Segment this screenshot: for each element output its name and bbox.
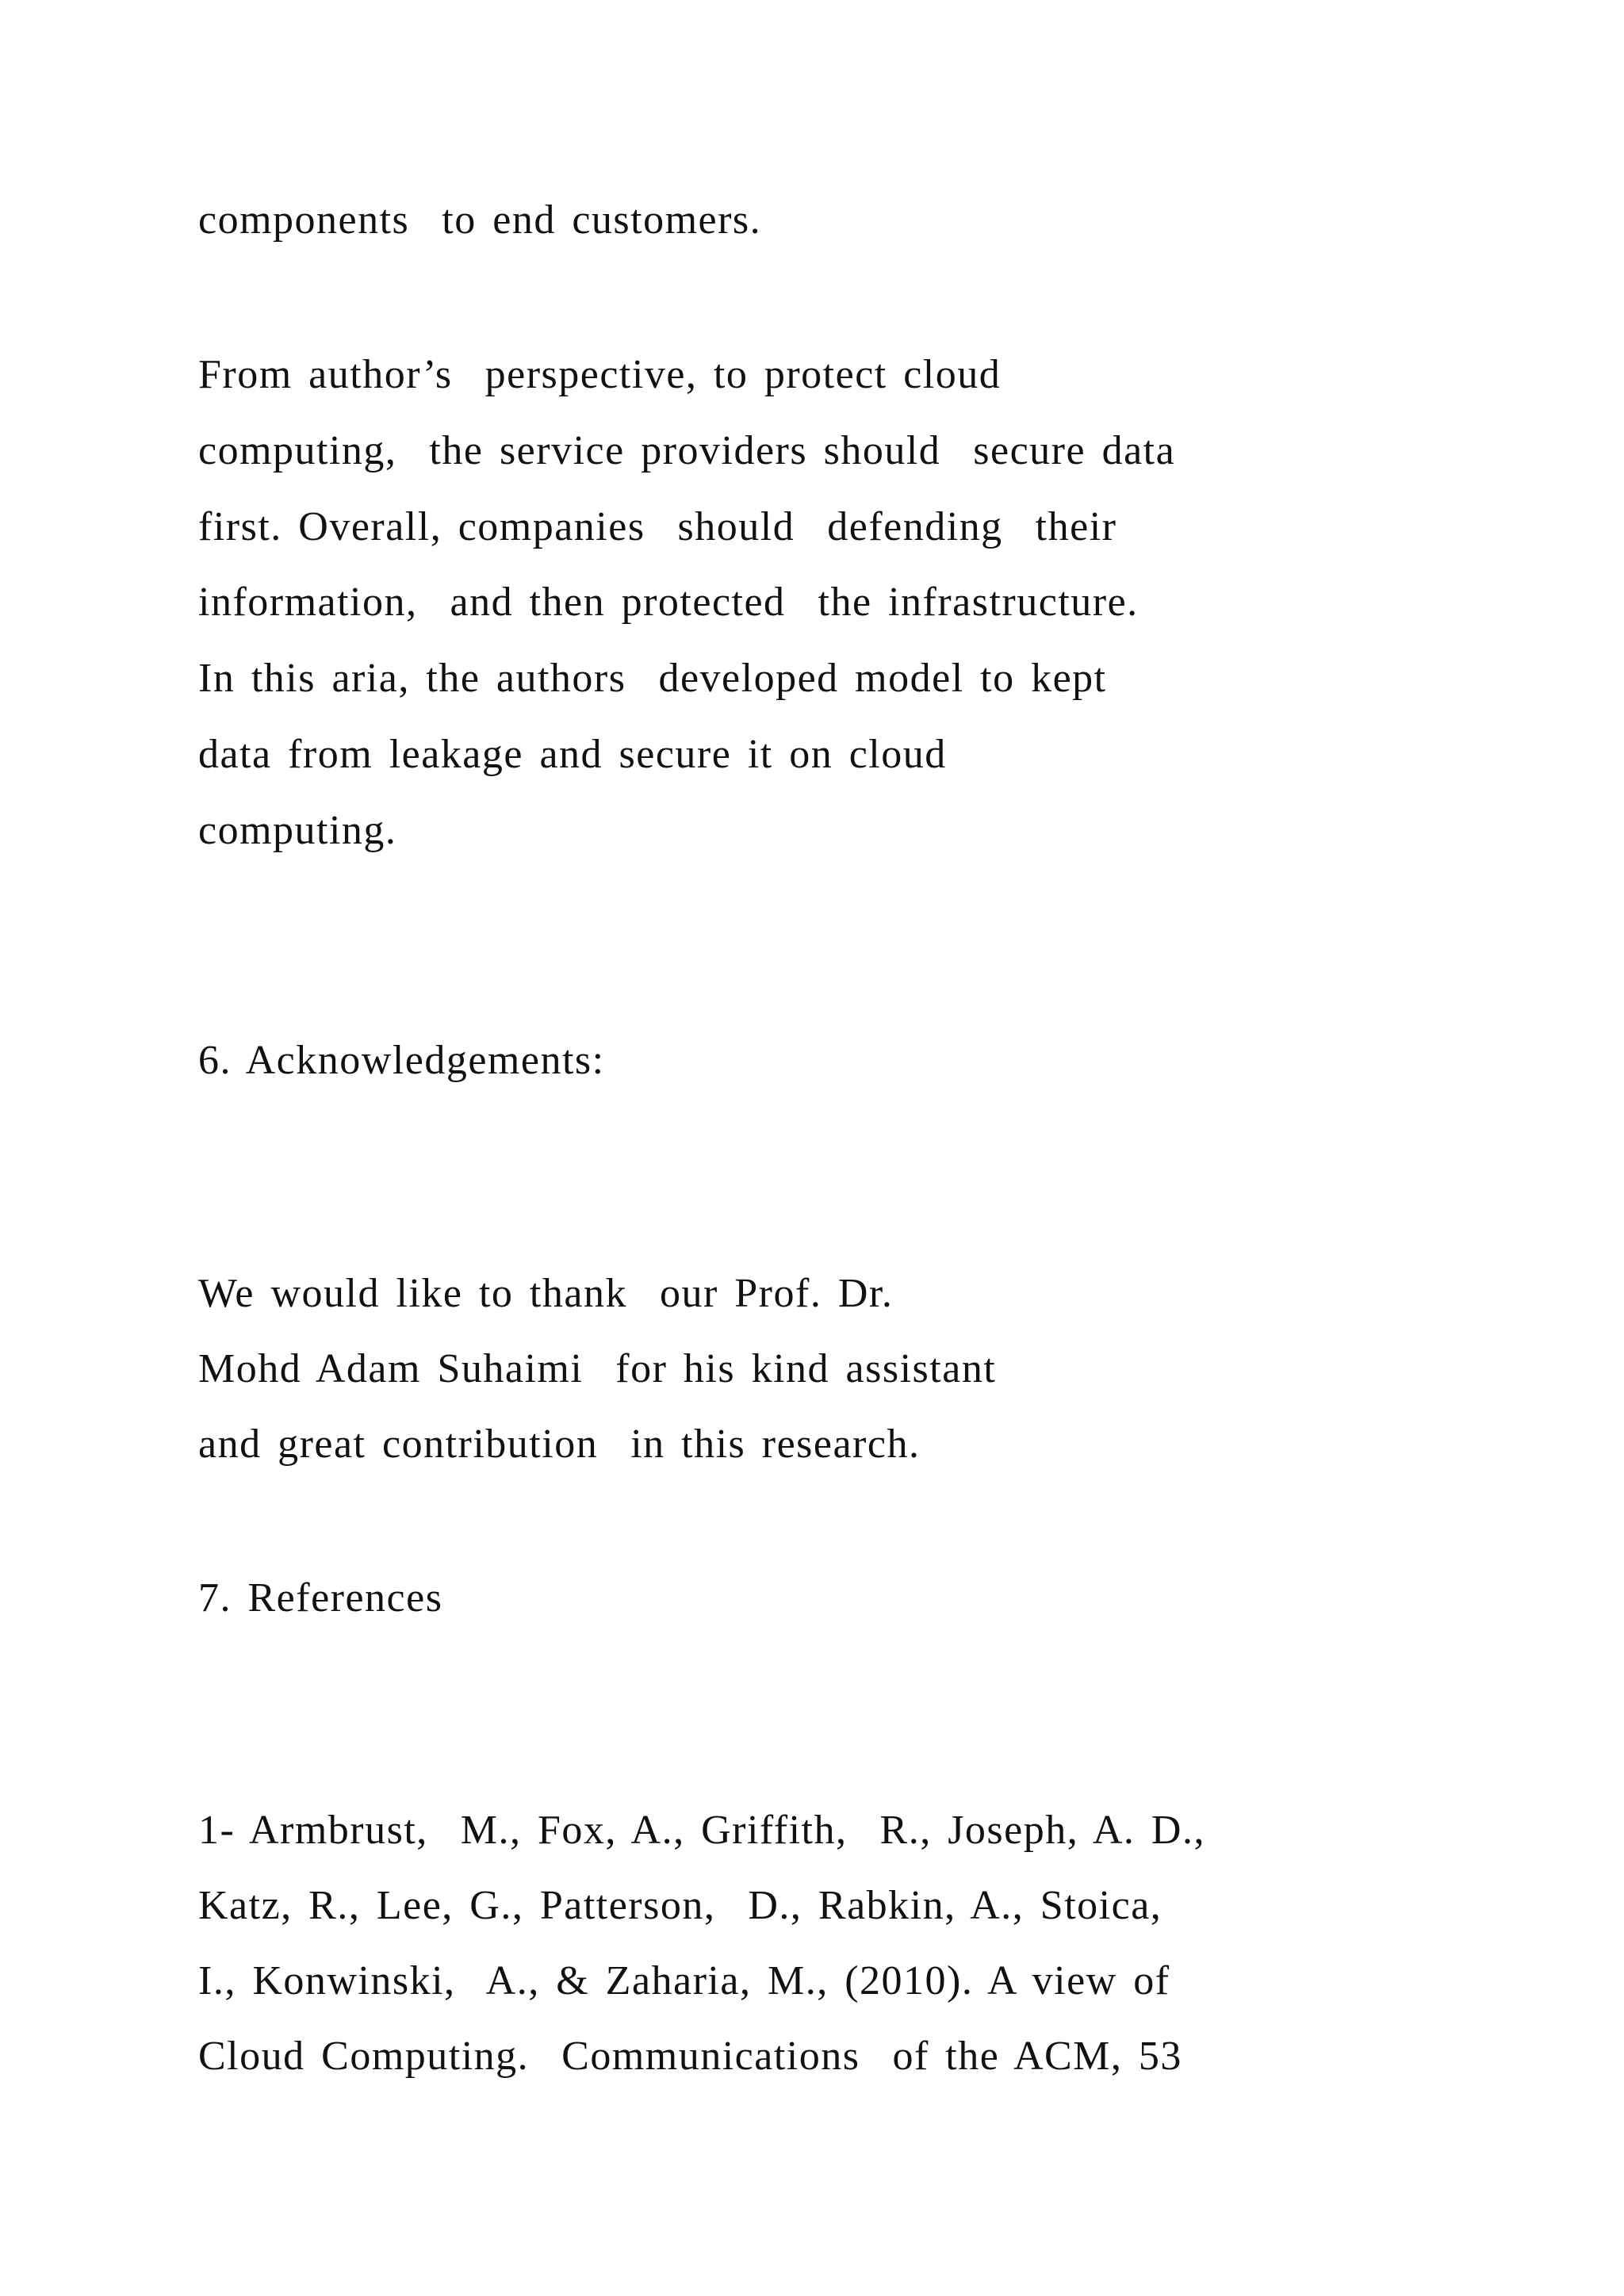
perspective-line: computing, the service providers should secure data xyxy=(198,428,1176,473)
perspective-line: From author’s perspective, to protect cloud xyxy=(198,352,1002,397)
perspective-line: data from leakage and secure it on cloud xyxy=(198,732,947,777)
acknowledgements-line: We would like to thank our Prof. Dr. xyxy=(198,1271,894,1316)
acknowledgements-line: and great contribution in this research. xyxy=(198,1422,921,1467)
reference-line: 1- Armbrust, M., Fox, A., Griffith, R., Joseph, A. D., xyxy=(198,1808,1205,1853)
acknowledgements-heading: 6. Acknowledgements: xyxy=(198,1038,605,1083)
perspective-line: first. Overall, companies should defending their xyxy=(198,504,1117,549)
acknowledgements-line: Mohd Adam Suhaimi for his kind assistant xyxy=(198,1346,997,1391)
references-heading: 7. References xyxy=(198,1575,443,1621)
perspective-line: In this aria, the authors developed model to kept xyxy=(198,656,1107,701)
reference-line: Katz, R., Lee, G., Patterson, D., Rabkin, A., Stoica, xyxy=(198,1883,1162,1928)
intro-line: components to end customers. xyxy=(198,197,762,243)
perspective-line: computing. xyxy=(198,808,397,853)
perspective-line: information, and then protected the infrastructure. xyxy=(198,580,1139,625)
reference-line: Cloud Computing. Communications of the ACM, 53 xyxy=(198,2034,1182,2079)
reference-line: I., Konwinski, A., & Zaharia, M., (2010). A view of xyxy=(198,1958,1170,2003)
